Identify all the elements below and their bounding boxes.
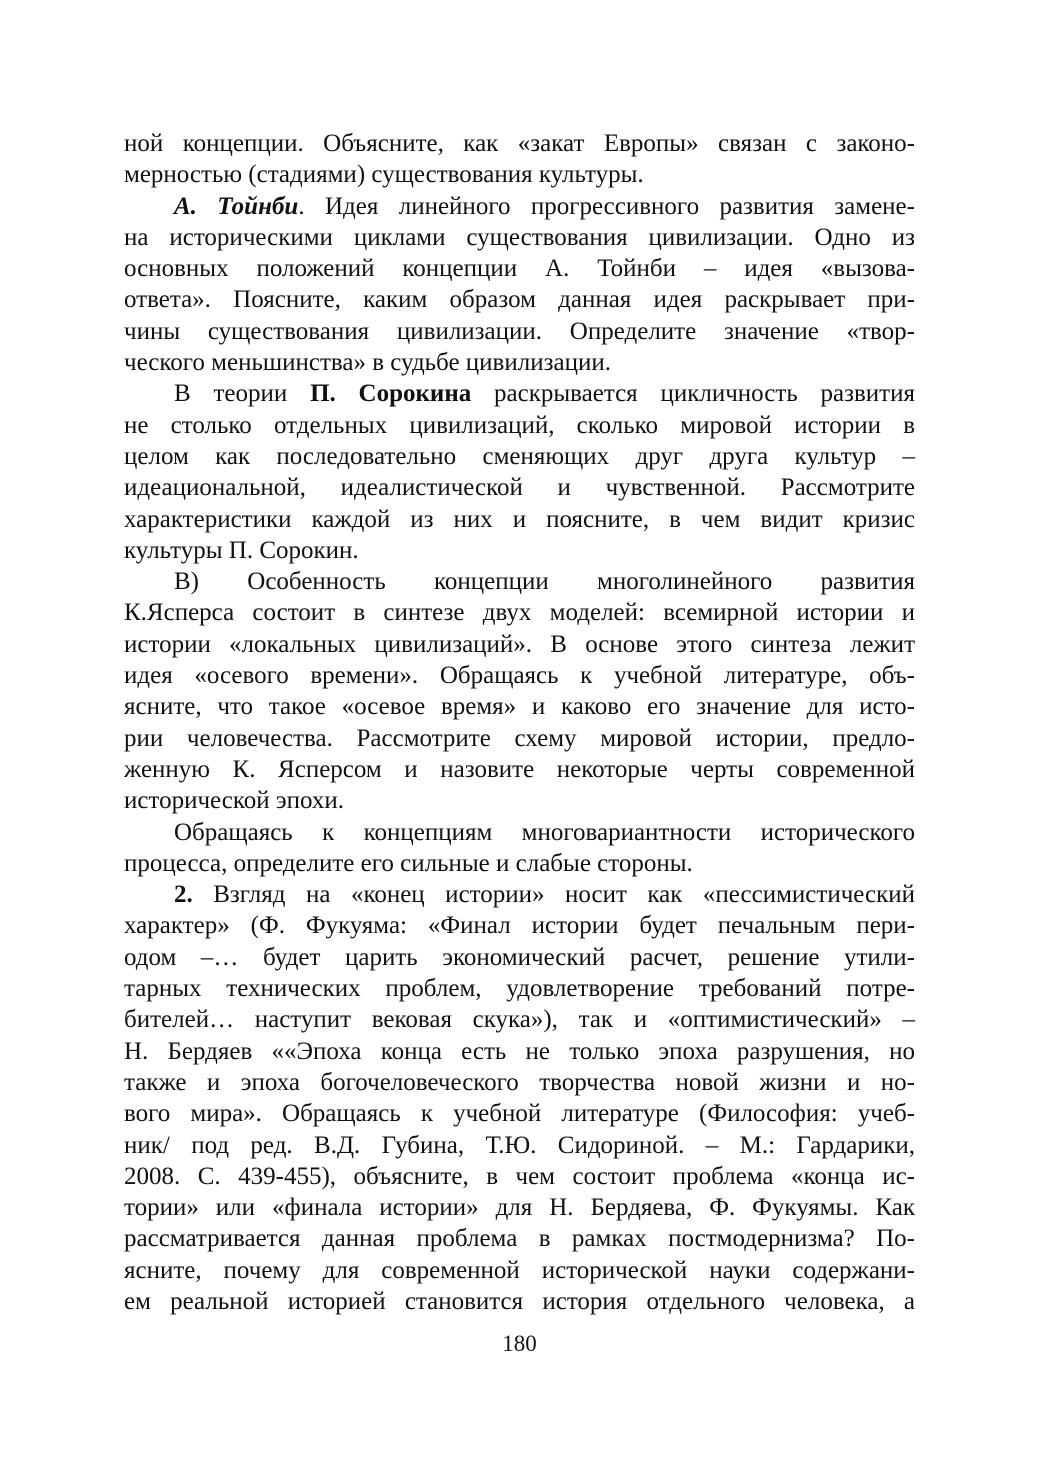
line-text: чины существования цивилизации. Определите значение «твор-	[124, 317, 915, 345]
line-text: ческого меньшинства» в судьбе цивилизации.	[124, 349, 611, 377]
text-line	[124, 1255, 915, 1286]
line-text: целом как последовательно сменяющих друг друга культур –	[124, 442, 915, 470]
text-line	[124, 723, 915, 754]
line-text: раскрывается цикличность развития	[471, 380, 915, 408]
text-line	[124, 660, 915, 691]
text-line	[124, 910, 915, 941]
emphasized-name: П. Сорокина	[310, 380, 472, 408]
text-line	[124, 817, 915, 848]
line-text: К.Ясперса состоит в синтезе двух моделей: всемирной истории и	[124, 599, 915, 627]
text-line	[124, 284, 915, 315]
text-line	[124, 222, 915, 253]
line-text: также и эпоха богочеловеческого творчества новой жизни и но-	[124, 1068, 915, 1096]
line-text: Взгляд на «конец истории» носит как «пессимистический	[192, 881, 915, 909]
text-line	[124, 566, 915, 597]
line-text: тории» или «финала истории» для Н. Бердяева, Ф. Фукуямы. Как	[124, 1194, 915, 1222]
line-text: Обращаясь к концепциям многовариантности исторического	[174, 818, 915, 846]
line-text: женную К. Ясперсом и назовите некоторые черты современной	[124, 755, 915, 783]
text-line	[124, 973, 915, 1004]
line-text: вого мира». Обращаясь к учебной литературе (Философия: учеб-	[124, 1100, 915, 1128]
text-line	[124, 441, 915, 472]
text-line	[124, 1004, 915, 1035]
line-text: ем реальной историей становится история отдельного человека, а	[124, 1287, 915, 1315]
emphasized-name: 2.	[174, 881, 193, 909]
text-line	[124, 1036, 915, 1067]
line-text: идеациональной, идеалистической и чувственной. Рассмотрите	[124, 474, 915, 502]
line-text: исторической эпохи.	[124, 787, 344, 815]
line-text: . Идея линейного прогрессивного развития замене-	[298, 192, 915, 220]
text-line	[124, 1161, 915, 1192]
line-prefix: В теории	[174, 380, 311, 408]
line-text: не столько отдельных цивилизаций, сколько мировой истории в	[124, 411, 915, 439]
line-text: ясните, что такое «осевое время» и каково его значение для исто-	[124, 693, 915, 721]
text-line	[124, 1286, 915, 1317]
line-text: рассматривается данная проблема в рамках постмодернизма? По-	[124, 1225, 915, 1253]
text-line	[124, 378, 915, 409]
line-text: бителей… наступит вековая скука»), так и «оптимистический» –	[124, 1006, 915, 1034]
text-line	[124, 1067, 915, 1098]
line-text: одом –… будет царить экономический расчет, решение утили-	[124, 943, 915, 971]
text-line	[124, 504, 915, 535]
line-text: ответа». Поясните, каким образом данная идея раскрывает при-	[124, 286, 915, 314]
line-text: основных положений концепции А. Тойнби – идея «вызова-	[124, 255, 915, 283]
text-line	[124, 879, 915, 910]
line-text: характер» (Ф. Фукуяма: «Финал истории будет печальным пери-	[124, 912, 915, 940]
line-text: тарных технических проблем, удовлетворение требований потре-	[124, 975, 915, 1003]
text-line	[124, 1223, 915, 1254]
line-text: мерностью (стадиями) существования культуры.	[124, 161, 644, 189]
text-line	[124, 159, 915, 190]
document-page	[124, 128, 915, 1317]
line-text: идея «осевого времени». Обращаясь к учебной литературе, объ-	[124, 662, 915, 690]
text-line	[124, 848, 915, 879]
text-line	[124, 1130, 915, 1161]
emphasized-name: А. Тойнби	[174, 192, 299, 220]
text-line	[124, 128, 915, 159]
line-text: рии человечества. Рассмотрите схему мировой истории, предло-	[124, 724, 915, 752]
line-text: культуры П. Сорокин.	[124, 536, 359, 564]
text-line	[124, 253, 915, 284]
page-number: 180	[502, 1331, 537, 1356]
line-text: на историческими циклами существования цивилизации. Одно из	[124, 223, 915, 251]
text-line	[124, 1192, 915, 1223]
line-text: ясните, почему для современной исторической науки содержани-	[124, 1256, 915, 1284]
text-line	[124, 410, 915, 441]
text-line	[124, 629, 915, 660]
text-line	[124, 472, 915, 503]
text-line	[124, 691, 915, 722]
text-line	[124, 191, 915, 222]
line-text: ник/ под ред. В.Д. Губина, Т.Ю. Сидориной. – М.: Гардарики,	[124, 1131, 915, 1159]
line-text: ной концепции. Объясните, как «закат Европы» связан с законо-	[124, 130, 915, 157]
line-text: В) Особенность концепции многолинейного развития	[174, 568, 915, 596]
text-line	[124, 1098, 915, 1129]
text-line	[124, 942, 915, 973]
line-text: процесса, определите его сильные и слабые стороны.	[124, 849, 693, 877]
text-line	[124, 597, 915, 628]
line-text: истории «локальных цивилизаций». В основе этого синтеза лежит	[124, 630, 915, 658]
text-line	[124, 316, 915, 347]
text-line	[124, 347, 915, 378]
line-text: характеристики каждой из них и поясните, в чем видит кризис	[124, 505, 915, 533]
line-text: 2008. С. 439-455), объясните, в чем состоит проблема «конца ис-	[124, 1162, 915, 1190]
text-line	[124, 785, 915, 816]
text-line	[124, 535, 915, 566]
line-text: Н. Бердяев ««Эпоха конца есть не только эпоха разрушения, но	[124, 1037, 915, 1065]
text-line	[124, 754, 915, 785]
